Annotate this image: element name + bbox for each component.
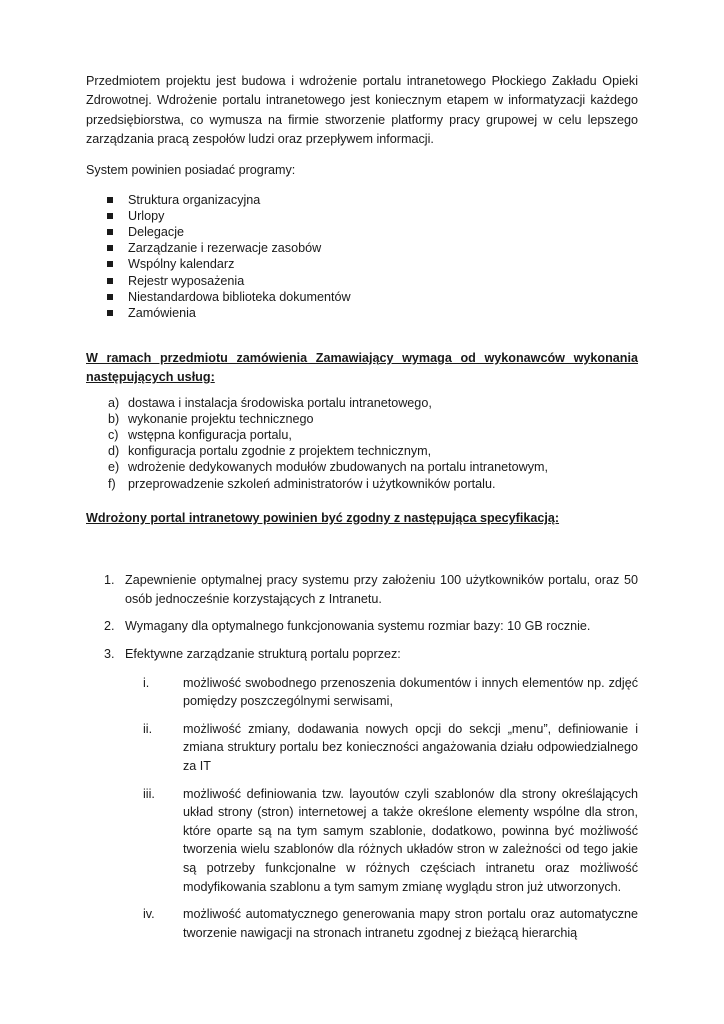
intro-paragraph: Przedmiotem projektu jest budowa i wdrożenie portalu intranetowego Płockiego Zakładu Opieki Zdrowotnej. Wdrożenie portalu intranetowego jest koniecznym etapem w informatyzacji każdego przedsiębiorstwa, co wymusza na firmie stworzenie platformy pracy grupowej w celu lepszego zarządzania pracą zespołów ludzi oraz przepływem informacji.: [86, 74, 638, 147]
services-list: [86, 395, 638, 492]
list-item: 3. Efektywne zarządzanie strukturą portalu poprzez: i. możliwość swobodnego przenoszenia dokumentów i innych elementów np. zdjęć pomiędzy poszczególnymi serwisami, ii. możliwość zmiany, dodawania nowych opcji do sekcji „menu”, definiowanie i zmiana struktury portalu bez konieczności angażowania działu odpowiedzialnego za IT iii. możliwość definiowania tzw. layoutów czyli szablonów dla strony określających układ strony (stron) internetowej a także określone elementy wspólne dla stron, które oparte są na tym samym szablonie, dodatkowo, powinna być możliwość tworzenia wielu szablonów dla różnych układów stron w zależności od tego jakie są potrzeby funkcjonalne w różnych częściach intranetu oraz możliwość modyfikowania szablonu a tym samym zmianę wyglądu stron już utworzonych. iv. możliwość automatycznego generowania mapy stron portalu oraz automatyczne tworzenie nawigacji na stronach intranetu zgodnej z bieżącą hierarchią: [86, 645, 638, 942]
list-item: Wspólny kalendarz: [107, 256, 638, 272]
programs-list: [86, 192, 638, 321]
bullet-square-icon: [107, 261, 113, 267]
list-item: c) wstępna konfiguracja portalu,: [108, 428, 292, 442]
spec-list: [86, 571, 638, 942]
list-item: d) konfiguracja portalu zgodnie z projektem technicznym,: [108, 444, 432, 459]
list-item: Zamówienia: [107, 305, 638, 321]
document-page: [86, 72, 638, 951]
list-item: i. możliwość swobodnego przenoszenia dokumentów i innych elementów np. zdjęć pomiędzy poszczególnymi serwisami,: [143, 675, 638, 709]
list-item: f) przeprowadzenie szkoleń administratorów i użytkowników portalu.: [108, 476, 496, 491]
bullet-square-icon: [107, 294, 113, 300]
list-item: iv. możliwość automatycznego generowania mapy stron portalu oraz automatyczne tworzenie nawigacji na stronach intranetu zgodnej z bieżącą hierarchią: [143, 907, 638, 940]
programs-lead: System powinien posiadać programy:: [86, 162, 296, 177]
list-item: Urlopy: [107, 208, 638, 224]
list-item: b) wykonanie projektu technicznego: [108, 411, 314, 426]
list-item: Zarządzanie i rezerwacje zasobów: [107, 240, 638, 256]
bullet-square-icon: [107, 197, 113, 203]
spec-heading: Wdrożony portal intranetowy powinien być zgodny z następująca specyfikacją:: [86, 510, 560, 525]
spec3-sublist: [125, 674, 638, 943]
list-item: Rejestr wyposażenia: [107, 273, 638, 289]
bullet-square-icon: [107, 245, 113, 251]
list-item: iii. możliwość definiowania tzw. layoutów czyli szablonów dla strony określających układ strony (stron) internetowej a także określone elementy wspólne dla stron, które oparte są na tym samym szablonie, dodatkowo, powinna być możliwość tworzenia wielu szablonów dla różnych układów stron w zależności od tego jakie są potrzeby funkcjonalne w różnych częściach intranetu oraz możliwość modyfikowania szablonu a tym samym zmianę wyglądu stron już utworzonych.: [143, 786, 638, 894]
list-item: Delegacje: [107, 224, 638, 240]
bullet-square-icon: [107, 278, 113, 284]
list-item: 2. Wymagany dla optymalnego funkcjonowania systemu rozmiar bazy: 10 GB rocznie.: [104, 619, 591, 634]
list-item: Niestandardowa biblioteka dokumentów: [107, 289, 638, 305]
list-item: Struktura organizacyjna: [107, 192, 638, 208]
list-item: ii. możliwość zmiany, dodawania nowych opcji do sekcji „menu”, definiowanie i zmiana struktury portalu bez konieczności angażowania działu odpowiedzialnego za IT: [143, 721, 638, 773]
list-item: a) dostawa i instalacja środowiska portalu intranetowego,: [108, 395, 432, 410]
services-heading: W ramach przedmiotu zamówienia Zamawiający wymaga od wykonawców wykonania następujących usług:: [86, 350, 638, 385]
list-item: e) wdrożenie dedykowanych modułów zbudowanych na portalu intranetowym,: [108, 460, 549, 475]
bullet-square-icon: [107, 229, 113, 235]
bullet-square-icon: [107, 213, 113, 219]
list-item: 1. Zapewnienie optymalnej pracy systemu przy założeniu 100 użytkowników portalu, oraz 50 osób jednocześnie korzystających z Intranetu.: [104, 573, 638, 606]
bullet-square-icon: [107, 310, 113, 316]
